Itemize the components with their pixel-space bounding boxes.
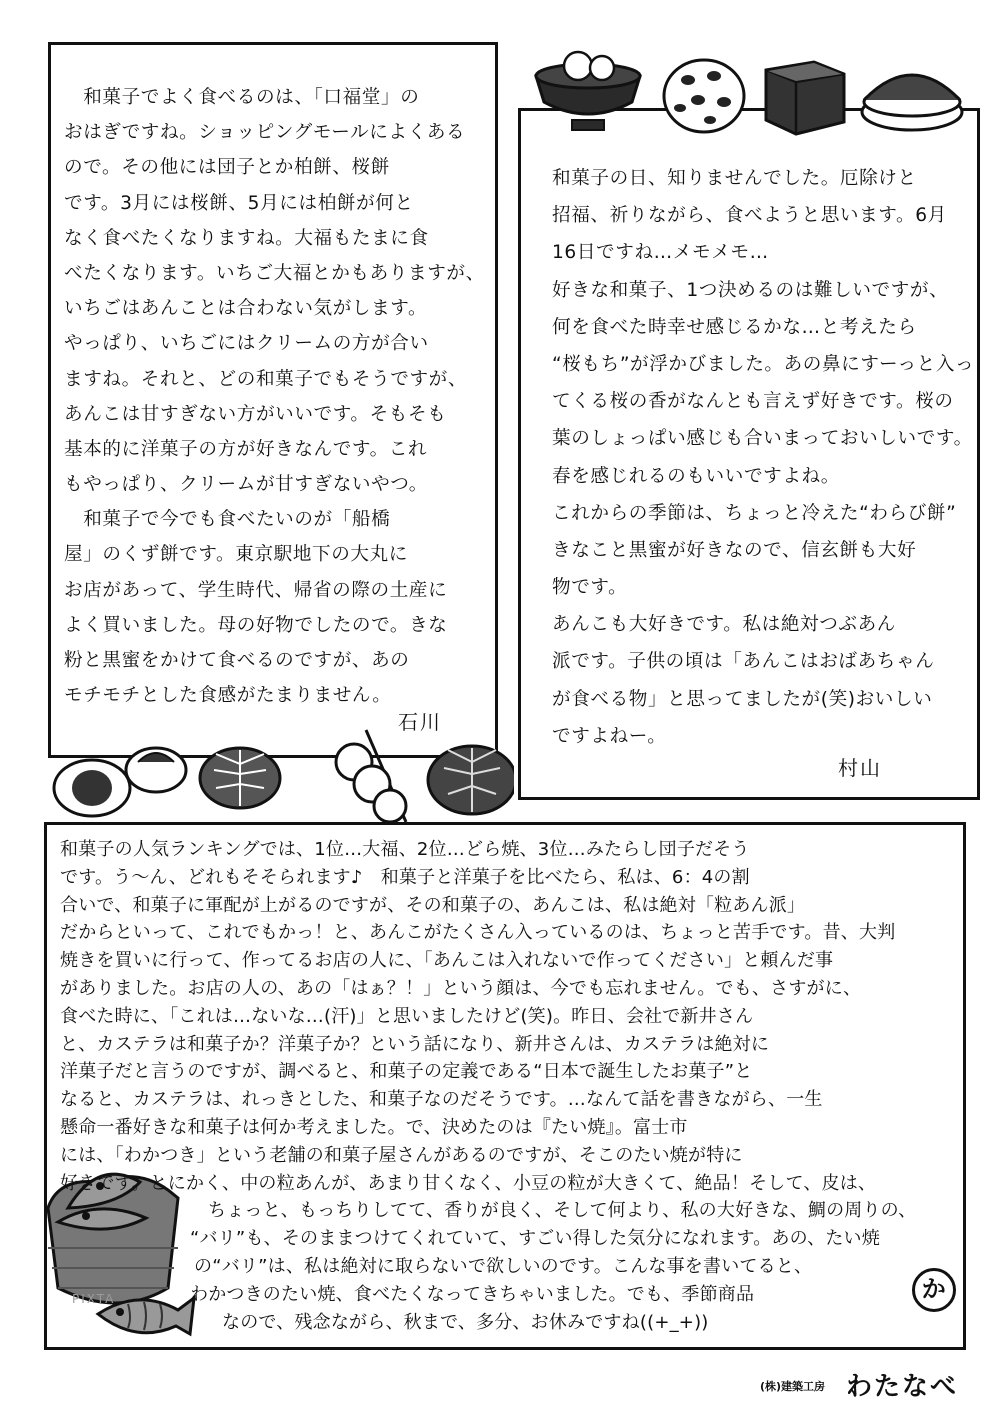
text-line: と、カステラは和菓子か？洋菓子か？という話になり、新井さんは、カステラは絶対に bbox=[60, 1033, 770, 1055]
text-line: いちごはあんことは合わない気がします。 bbox=[64, 298, 428, 320]
yokan-icon bbox=[766, 62, 844, 134]
text-line: です。3月には桜餅、5月には柏餅が何と bbox=[64, 192, 414, 214]
text-line: 粉と黒蜜をかけて食べるのですが、あの bbox=[64, 650, 410, 671]
text-line: 和菓子で今でも食べたいのが「船橋 bbox=[64, 509, 391, 531]
text-line: 和菓子の人気ランキングでは、1位…大福、2位…どら焼、3位…みたらし団子だそう bbox=[60, 839, 750, 860]
daifuku-icon bbox=[54, 748, 186, 816]
text-line: です。う～ん、どれもそそられます♪ 和菓子と洋菓子を比べたら、私は、6：4の割 bbox=[60, 866, 750, 888]
kashiwa-mochi-icon bbox=[200, 748, 280, 808]
text-line: 招福、祈りながら、食べようと思います。6月 bbox=[552, 205, 947, 227]
text-line: わかつきのたい焼、食べたくなってきちゃいました。でも、季節商品 bbox=[190, 1283, 755, 1305]
text-line: 焼きを買いに行って、作ってるお店の人に、「あんこは入れないで作ってください」と頼んだ事 bbox=[60, 950, 834, 972]
text-line: 葉のしょっぱい感じも合いまっておいしいです。 bbox=[552, 428, 973, 450]
text-line: “桜もち”が浮かびました。あの鼻にすーっと入っ bbox=[552, 353, 975, 375]
text-line: モチモチとした食感がたまりません。 bbox=[64, 685, 392, 707]
soup-bowl-icon bbox=[536, 52, 640, 130]
company-name: (株)建築工房 bbox=[760, 1380, 826, 1393]
brand-name: わたなべ bbox=[846, 1372, 959, 1402]
left-signature: 石川 bbox=[398, 710, 442, 734]
text-line: がありました。お店の人の、あの「はぁ？！」という顔は、今でも忘れません。でも、さすがに、 bbox=[60, 977, 862, 999]
text-line: これからの季節は、ちょっと冷えた“わらび餅” bbox=[552, 502, 957, 524]
left-column-text bbox=[64, 80, 485, 713]
dorayaki-icon bbox=[862, 75, 962, 130]
text-line: 屋」のくず餅です。東京駅地下の大丸に bbox=[64, 544, 409, 566]
text-line: ですよねー。 bbox=[552, 725, 667, 747]
wagashi-top-illustration bbox=[528, 30, 968, 142]
text-line: やっぱり、いちごにはクリームの方が合い bbox=[64, 333, 429, 355]
text-line: 和菓子でよく食べるのは、「口福堂」の bbox=[64, 87, 420, 108]
text-line: なので、残念ながら、秋まで、多分、お休みですね((+_+)) bbox=[222, 1311, 709, 1333]
text-line: 和菓子の日、知りませんでした。厄除けと bbox=[552, 168, 917, 189]
sakura-mochi-icon bbox=[428, 746, 514, 814]
text-line: なく食べたくなりますね。大福もたまに食 bbox=[64, 227, 429, 249]
text-line: お店があって、学生時代、帰省の際の土産に bbox=[64, 579, 448, 601]
text-line: きなこと黒蜜が好きなので、信玄餅も大好 bbox=[552, 539, 917, 561]
text-line: よく買いました。母の好物でしたので。きな bbox=[64, 614, 448, 636]
text-line: あんこも大好きです。私は絶対つぶあん bbox=[552, 614, 897, 636]
text-line: ますね。それと、どの和菓子でもそうですが、 bbox=[64, 368, 468, 390]
dango-icon bbox=[336, 730, 406, 822]
text-line: “バリ”も、そのままつけてくれていて、すごい得した気分になれます。あの、たい焼 bbox=[190, 1228, 880, 1250]
text-line: 洋菓子だと言うのですが、調べると、和菓子の定義である“日本で誕生したお菓子”と bbox=[60, 1061, 753, 1083]
right-signature: 村山 bbox=[838, 756, 882, 780]
wagashi-bottom-illustration bbox=[44, 722, 514, 822]
text-line: 何を食べた時幸せ感じるかな…と考えたら bbox=[552, 316, 917, 338]
bottom-section-text bbox=[60, 836, 916, 1336]
signature-badge: か bbox=[912, 1268, 956, 1312]
text-line: おはぎですね。ショッピングモールによくある bbox=[64, 122, 466, 144]
text-line: だからといって、これでもかっ！と、あんこがたくさん入っているのは、ちょっと苦手です。昔、大判 bbox=[60, 922, 896, 944]
text-line: もやっぱり、クリームが甘すぎないやつ。 bbox=[64, 474, 428, 496]
text-line: ちょっと、もっちりしてて、香りが良く、そして何より、私の大好きな、鯛の周りの、 bbox=[208, 1200, 917, 1222]
text-line: 合いで、和菓子に軍配が上がるのですが、その和菓子の、あんこは、私は絶対「粒あん派」 bbox=[60, 894, 806, 916]
text-line: 16日ですね…メモメモ… bbox=[552, 242, 769, 264]
text-line: 派です。子供の頃は「あんこはおばあちゃん bbox=[552, 651, 935, 673]
text-line: 懸命一番好きな和菓子は何か考えました。で、決めたのは『たい焼』。富士市 bbox=[60, 1116, 688, 1138]
text-line: てくる桜の香がなんとも言えず好きです。桜の bbox=[552, 391, 954, 413]
text-line: べたくなります。いちご大福とかもありますが、 bbox=[64, 262, 485, 284]
right-column-text bbox=[552, 160, 974, 755]
text-line: 物です。 bbox=[552, 577, 628, 599]
text-line: あんこは甘すぎない方がいいです。そもそも bbox=[64, 403, 447, 425]
text-line: 基本的に洋菓子の方が好きなんです。これ bbox=[64, 438, 428, 460]
text-line: の“バリ”は、私は絶対に取らないで欲しいのです。こんな事を書いてると、 bbox=[194, 1255, 813, 1277]
watermark-text: PIXTA bbox=[72, 1292, 116, 1306]
text-line: なると、カステラは、れっきとした、和菓子なのだそうです。…なんて話を書きながら、一生 bbox=[60, 1089, 823, 1111]
text-line: には、「わかつき」という老舗の和菓子屋さんがあるのですが、そこのたい焼が特に bbox=[60, 1144, 743, 1166]
text-line: 好きな和菓子、1つ決めるのは難しいですが、 bbox=[552, 279, 949, 301]
text-line: 好きです。とにかく、中の粒あんが、あまり甘くなく、小豆の粒が大きくて、絶品！そして、皮は、 bbox=[60, 1172, 877, 1194]
text-line: 春を感じれるのもいいですよね。 bbox=[552, 465, 840, 487]
text-line: 食べた時に、「これは…ないな…(汗)」と思いましたけど(笑)。昨日、会社で新井さん bbox=[60, 1005, 754, 1027]
text-line: が食べる物」と思ってましたが(笑)おいしい bbox=[552, 688, 933, 710]
bean-mochi-icon bbox=[664, 60, 744, 132]
text-line: ので。その他には団子とか柏餅、桜餅 bbox=[64, 157, 390, 179]
